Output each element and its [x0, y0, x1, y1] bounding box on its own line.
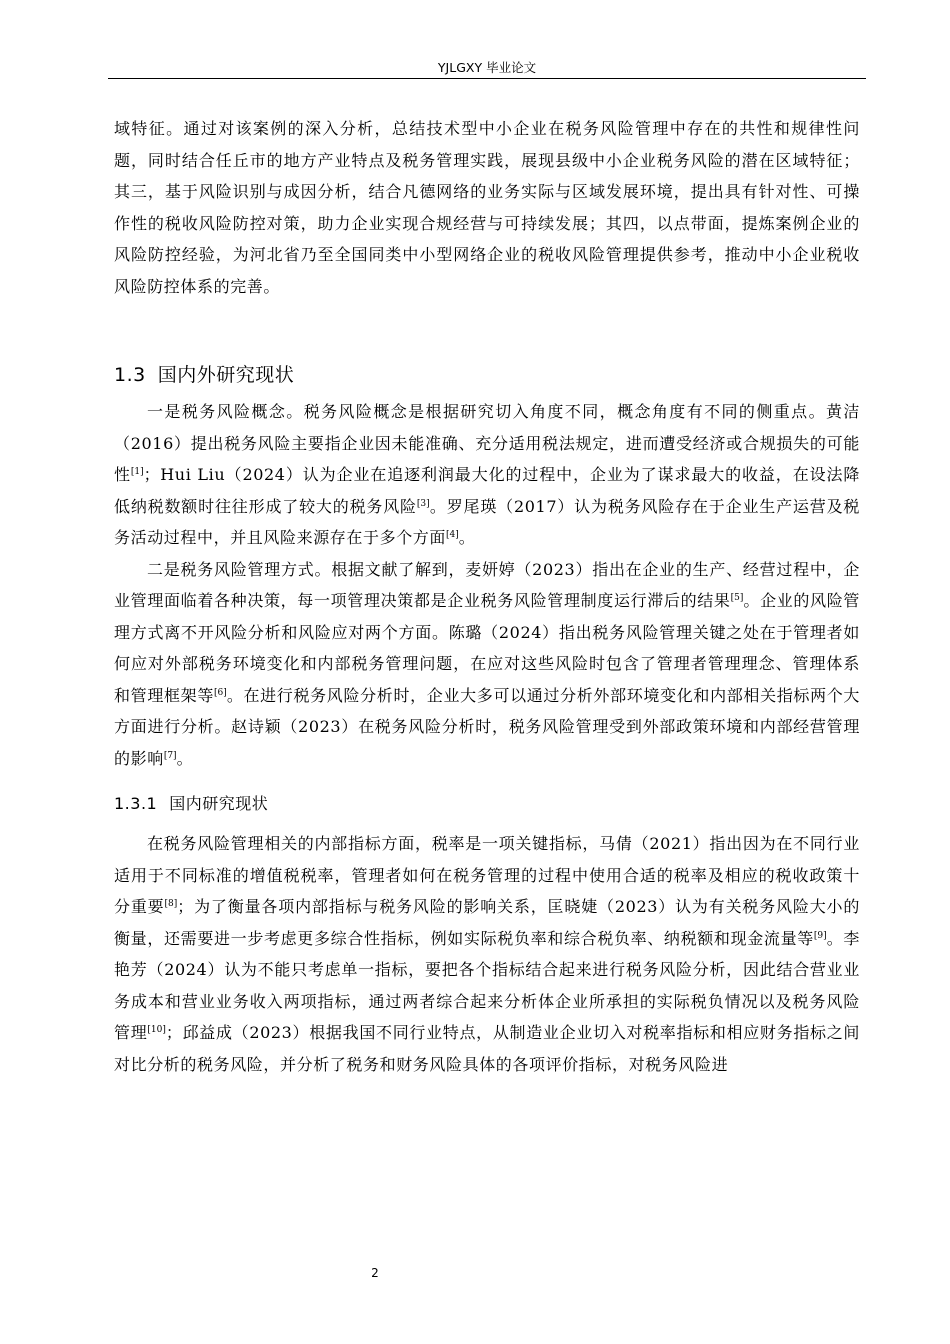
citation-ref: [1]: [130, 467, 144, 477]
paragraph-tax-risk-management: [114, 554, 860, 775]
paragraph-text: 。: [176, 748, 194, 768]
citation-ref: [3]: [416, 498, 430, 509]
citation-ref: [7]: [163, 750, 177, 761]
paragraph-text: 。李艳芳（2024）认为不能只考虑单一指标，要把各个指标结合起来进行税务风险分析，因此结合营业业务成本和营业业务收入两项指标，通过两者综合起来分析体企业所承担的实际税负情况以及税务风险管理: [114, 928, 861, 1042]
paragraph-text: 。罗尾瑛（2017）认为税务风险存在于企业生产运营及税务活动过程中，并且风险来源存在于多个方面: [114, 496, 860, 547]
paragraph-text: 。企业的风险管理方式离不开风险分析和风险应对两个方面。陈璐（2024）指出税务风险管理关键之处在于管理者如何应对外部税务环境变化和内部税务管理问题，在应对这些风险时包含了管理者管理理念、管理体系和管理框架等: [114, 591, 860, 705]
paragraph-text: 二是税务风险管理方式。根据文献了解到，麦妍婷（2023）指出在企业的生产、经营过程中，企业管理面临着各种决策，每一项管理决策都是企业税务风险管理制度运行滞后的结果: [114, 559, 860, 610]
citation-ref: [5]: [730, 593, 744, 603]
citation-ref: [10]: [147, 1025, 166, 1035]
section-number: 1.3: [114, 364, 146, 386]
paragraph-text: 一是税务风险概念。税务风险概念是根据研究切入角度不同，概念角度有不同的侧重点。黄洁（2016）提出税务风险主要指企业因未能准确、充分适用税法规定，进而遭受经济或合规损失的可能性: [114, 402, 860, 484]
page-number: 2: [371, 1266, 379, 1280]
page-body: [114, 113, 860, 1080]
citation-ref: [6]: [214, 687, 227, 698]
paragraph-text: ；Hui Liu（2024）认为企业在追逐利润最大化的过程中，企业为了谋求最大的收益，在设法降低纳税数额时往往形成了较大的税务风险: [114, 465, 860, 516]
subsection-title: 国内研究现状: [169, 794, 269, 813]
header-divider: [108, 78, 866, 79]
paragraph-tax-risk-concept: [114, 396, 860, 554]
intro-paragraph: 域特征。通过对该案例的深入分析，总结技术型中小企业在税务风险管理中存在的共性和规律性问题，同时结合任丘市的地方产业特点及税务管理实践，展现县级中小企业税务风险的潜在区域特征；其三，基于风险识别与成因分析，结合凡德网络的业务实际与区域发展环境，提出具有针对性、可操作性的税收风险防控对策，助力企业实现合规经营与可持续发展；其四，以点带面，提炼案例企业的风险防控经验，为河北省乃至全国同类中小型网络企业的税收风险管理提供参考，推动中小企业税收风险防控体系的完善。: [114, 119, 860, 296]
paragraph-text: 。: [458, 528, 476, 547]
paragraph-text: ；为了衡量各项内部指标与税务风险的影响关系，匡晓婕（2023）认为有关税务风险大小的衡量，还需要进一步考虑更多综合性指标，例如实际税负率和综合税负率、纳税额和现金流量等: [114, 897, 860, 948]
subsection-heading: [114, 792, 860, 816]
paragraph-internal-indicators: [114, 828, 860, 1080]
citation-ref: [8]: [164, 899, 178, 909]
paragraph-text: 。在进行税务风险分析时，企业大多可以通过分析外部环境变化和内部相关指标两个大方面进行分析。赵诗颖（2023）在税务风险分析时，税务风险管理受到外部政策环境和内部经营管理的影响: [114, 685, 860, 768]
citation-ref: [4]: [446, 530, 459, 540]
paragraph-text: ；邱益成（2023）根据我国不同行业特点，从制造业企业切入对税率指标和相应财务指标之间对比分析的税务风险，并分析了税务和财务风险具体的各项评价指标，对税务风险进: [114, 1023, 860, 1074]
page-header: YJLGXY 毕业论文: [437, 60, 537, 75]
section-title: 国内外研究现状: [157, 364, 295, 386]
citation-ref: [9]: [813, 930, 827, 941]
paragraph-text: 在税务风险管理相关的内部指标方面，税率是一项关键指标，马倩（2021）指出因为在不同行业适用于不同标准的增值税税率，管理者如何在税务管理的过程中使用合适的税率及相应的税收政策十分重要: [114, 834, 860, 916]
subsection-number: 1.3.1: [114, 794, 158, 813]
section-heading: [114, 360, 860, 390]
